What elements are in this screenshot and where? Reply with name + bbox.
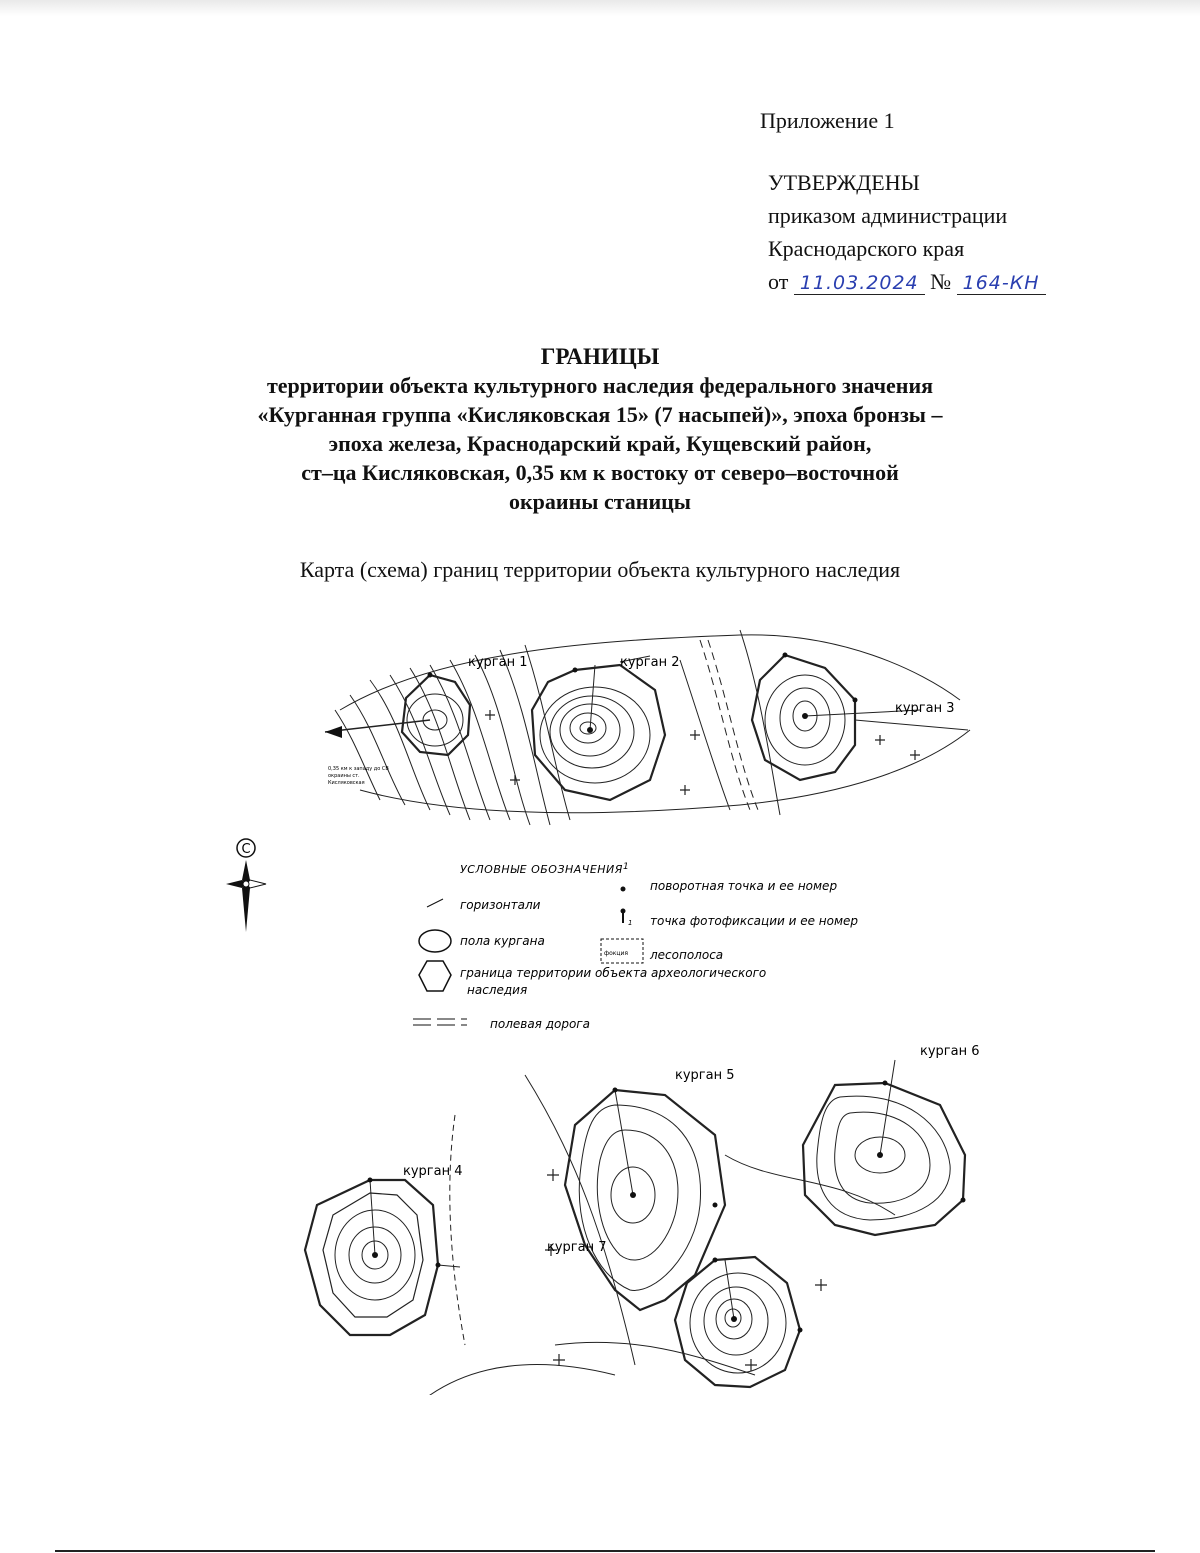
field-outline (340, 635, 960, 710)
legend-field-road: полевая дорога (490, 1017, 590, 1031)
contour-line (740, 630, 780, 815)
by-order-label: приказом администрации (768, 203, 1008, 228)
legend-boundary-1: граница территории объекта археологического (460, 966, 767, 980)
number-prefix: № (930, 269, 952, 294)
title-line-3: эпоха железа, Краснодарский край, Кущевский район, (328, 431, 872, 456)
contour-line (725, 1155, 895, 1215)
photo-point (587, 727, 593, 733)
photo-point-sample-number: 1 (628, 919, 633, 927)
legend-photo-point: точка фотофиксации и ее номер (650, 914, 859, 928)
distance-note-1: 0,35 км к западу до СВ (328, 766, 389, 772)
contour-line (375, 1365, 615, 1395)
document-title (200, 342, 1000, 516)
title-line-4: ст–ца Кисляковская, 0,35 км к востоку от северо–восточной (301, 460, 899, 485)
approval-block (768, 166, 1046, 300)
distance-note-2: окраины ст. (328, 773, 360, 779)
region-label: Краснодарского края (768, 236, 965, 261)
turn-point (368, 1178, 373, 1183)
scan-bottom-edge (55, 1550, 1155, 1552)
contour-line (350, 695, 405, 805)
kurgan-5-label: курган 5 (675, 1068, 735, 1083)
legend-contours: горизонтали (460, 898, 541, 912)
turn-point (961, 1198, 966, 1203)
contour-line (500, 650, 550, 825)
survey-crosses (545, 1169, 827, 1371)
kurgan-6-label: курган 6 (920, 1044, 980, 1059)
scan-top-edge (0, 0, 1200, 16)
turn-point (573, 668, 578, 673)
turn-point (783, 653, 788, 658)
field-road (450, 1115, 465, 1345)
kurgan-1-label: курган 1 (468, 655, 528, 670)
kurgan-6-contour (835, 1112, 930, 1203)
compass-icon (224, 832, 268, 934)
contour-line (450, 660, 510, 820)
turn-point (428, 673, 433, 678)
legend-boundary-2: наследия (467, 983, 528, 997)
kurgan-floor-sample-icon (419, 930, 451, 952)
kurgan-5-boundary (565, 1090, 725, 1310)
reference-line (855, 720, 968, 730)
direction-arrow-icon (325, 726, 342, 738)
turn-point (713, 1203, 718, 1208)
kurgan-5-contour (597, 1130, 678, 1260)
turn-point (798, 1328, 803, 1333)
title-line-5: окраины станицы (509, 489, 691, 514)
turn-point (436, 1263, 441, 1268)
turn-point (613, 1088, 618, 1093)
map-bottom (275, 1035, 1015, 1395)
legend-forest-belt: лесополоса (650, 948, 724, 962)
legend-title: УСЛОВНЫЕ ОБОЗНАЧЕНИЯ (460, 863, 623, 876)
date-number-line (768, 265, 1046, 300)
turn-point (713, 1258, 718, 1263)
turn-point (883, 1081, 888, 1086)
map-top (320, 620, 980, 835)
compass-north-letter: С (241, 842, 251, 857)
kurgan-7-boundary (675, 1257, 800, 1387)
contour-line (525, 1075, 635, 1365)
kurgan-3-label: курган 3 (895, 701, 955, 716)
distance-note-3: Кисляковская (328, 780, 365, 786)
field-outline (360, 730, 970, 813)
handwritten-number: 164-КН (957, 272, 1046, 295)
contour-line (555, 1342, 755, 1375)
kurgan-2-boundary (532, 665, 665, 800)
reference-line (438, 1265, 460, 1267)
photo-point (802, 713, 808, 719)
turn-point-sample-icon (621, 887, 626, 892)
boundary-sample-icon (419, 961, 451, 991)
title-line-1: территории объекта культурного наследия федерального значения (266, 373, 934, 398)
photo-point (731, 1316, 737, 1322)
contour-line (370, 680, 430, 810)
turn-point (853, 698, 858, 703)
contour-line (335, 710, 380, 800)
contour-line (525, 645, 570, 820)
legend-kurgan-floor: пола кургана (460, 934, 545, 948)
approved-label: УТВЕРЖДЕНЫ (768, 170, 920, 195)
photo-point (630, 1192, 636, 1198)
contour-line (680, 660, 730, 810)
kurgan-6-boundary (803, 1083, 965, 1235)
reference-line (880, 1060, 895, 1155)
reference-line (590, 665, 595, 730)
kurgan-2-label: курган 2 (620, 655, 680, 670)
forest-belt-sample-label: фокция (604, 950, 629, 957)
photo-point-sample-dot (621, 909, 626, 914)
title-heading: ГРАНИЦЫ (540, 344, 660, 369)
photo-point (372, 1252, 378, 1258)
reference-line (370, 1180, 375, 1255)
legend (405, 855, 875, 1035)
turn-point-sample-number: 1 (623, 862, 629, 872)
map-subtitle: Карта (схема) границ территории объекта культурного наследия (299, 557, 901, 582)
appendix-label: Приложение 1 (760, 108, 895, 133)
legend-turn-point: поворотная точка и ее номер (650, 879, 838, 893)
contour-sample-icon (427, 899, 443, 907)
title-line-2: «Курганная группа «Кисляковская 15» (7 насыпей)», эпоха бронзы – (257, 402, 943, 427)
kurgan-4-label: курган 4 (403, 1164, 463, 1179)
handwritten-date: 11.03.2024 (794, 272, 925, 295)
field-road (700, 640, 750, 810)
date-prefix: от (768, 269, 789, 294)
kurgan-7-label: курган 7 (547, 1240, 607, 1255)
photo-point (877, 1152, 883, 1158)
